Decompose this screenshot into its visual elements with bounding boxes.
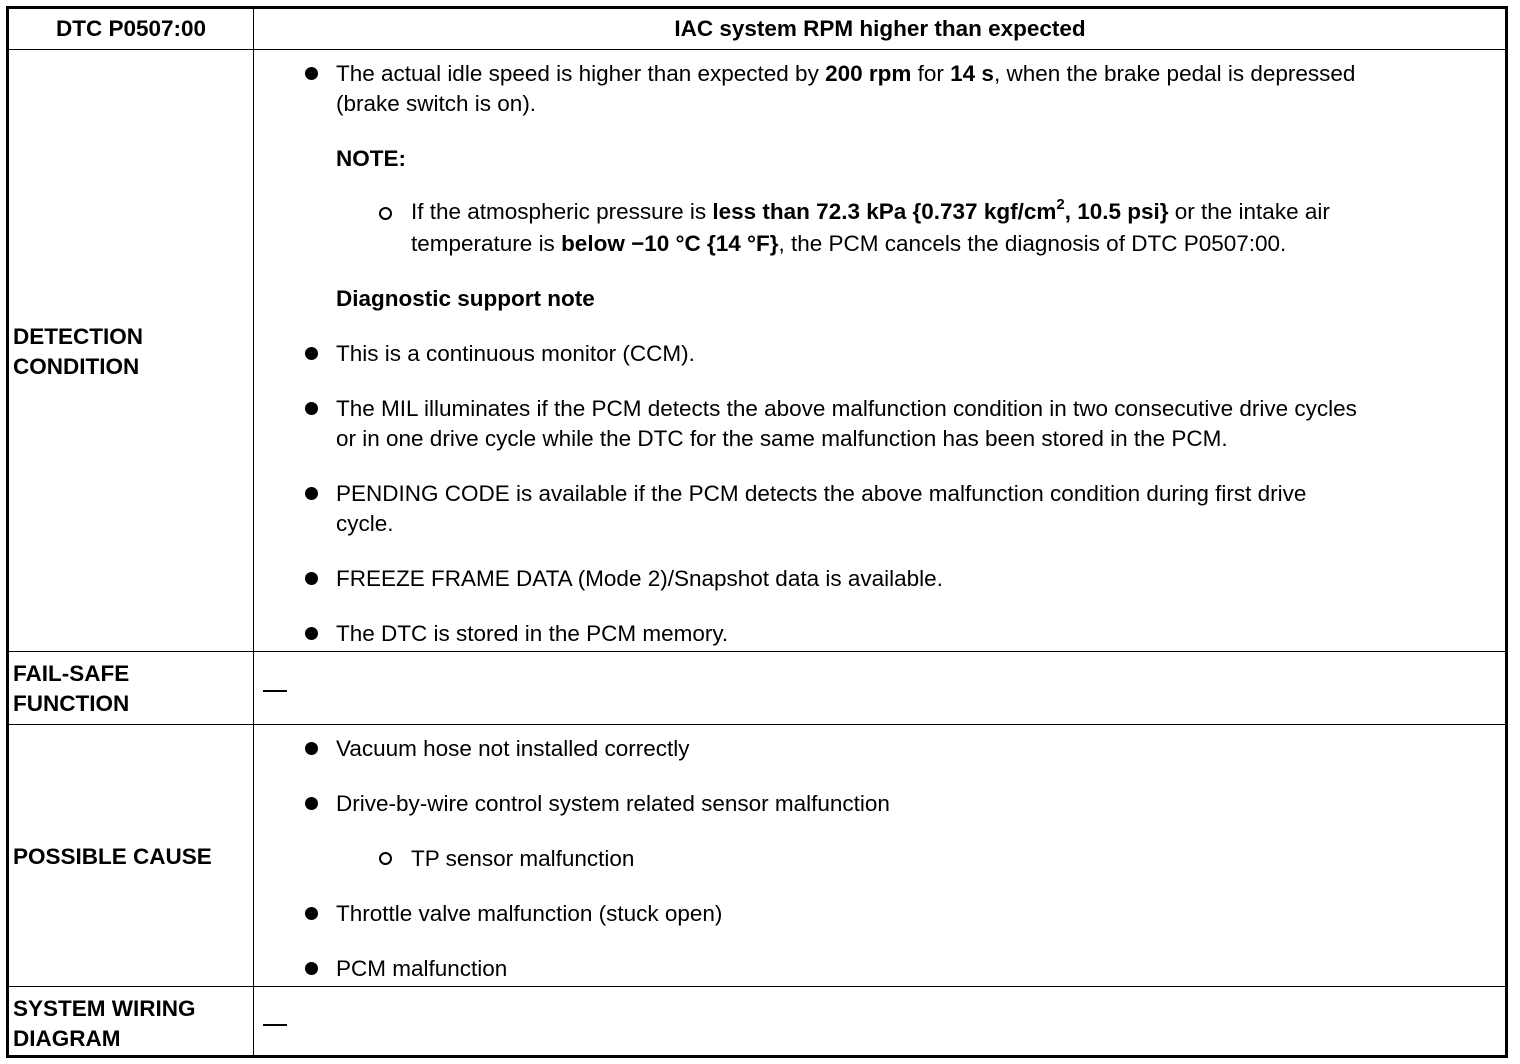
failsafe-value — [263, 690, 287, 692]
detection-label — [13, 322, 143, 382]
support-item-2-line1: The MIL illuminates if the PCM detects the above malfunction condition in two consecutive drive cycles — [336, 396, 1357, 421]
cause-sub-item-1: TP sensor malfunction — [411, 846, 635, 871]
wiring-label — [13, 994, 196, 1054]
wiring-value — [263, 1024, 287, 1026]
support-item-4: FREEZE FRAME DATA (Mode 2)/Snapshot data is available. — [336, 566, 943, 591]
bullet-icon — [305, 742, 318, 755]
cause-item-2: Drive-by-wire control system related sensor malfunction — [336, 791, 890, 816]
wiring-label-line2: DIAGRAM — [13, 1026, 121, 1051]
bullet-icon — [305, 67, 318, 80]
bullet-icon — [305, 402, 318, 415]
failsafe-label — [13, 659, 129, 719]
sub-bullet-icon — [379, 207, 392, 220]
row-divider — [9, 49, 1505, 50]
cause-item-4: PCM malfunction — [336, 956, 508, 981]
cause-label: POSSIBLE CAUSE — [13, 844, 212, 869]
column-divider — [253, 9, 254, 1055]
bullet-icon — [305, 572, 318, 585]
cause-item-1: Vacuum hose not installed correctly — [336, 736, 690, 761]
row-divider — [9, 651, 1505, 652]
row-divider — [9, 724, 1505, 725]
note-line2: temperature is below −10 °C {14 °F}, the PCM cancels the diagnosis of DTC P0507:00. — [411, 231, 1287, 256]
note-line1: If the atmospheric pressure is less than 72.3 kPa {0.737 kgf/$cm^2$, 10.5 psi} or the intake air — [411, 195, 1330, 224]
support-item-1: This is a continuous monitor (CCM). — [336, 341, 695, 366]
row-divider — [9, 986, 1505, 987]
support-item-5: The DTC is stored in the PCM memory. — [336, 621, 729, 646]
detection-label-line2: CONDITION — [13, 354, 140, 379]
dtc-table — [6, 6, 1508, 1058]
bullet-icon — [305, 962, 318, 975]
note-label: NOTE: — [336, 146, 406, 171]
detection-label-line1: DETECTION — [13, 324, 144, 349]
dtc-code: DTC P0507:00 — [55, 16, 207, 41]
detection-item-1-line2: (brake switch is on). — [336, 91, 537, 116]
support-note-label: Diagnostic support note — [336, 286, 595, 311]
detection-item-1-line1: The actual idle speed is higher than expected by 200 rpm for 14 s, when the brake pedal is depressed — [336, 61, 1356, 86]
bullet-icon — [305, 907, 318, 920]
support-item-3-line1: PENDING CODE is available if the PCM detects the above malfunction condition during first drive — [336, 481, 1307, 506]
support-item-3-line2: cycle. — [336, 511, 394, 536]
bullet-icon — [305, 627, 318, 640]
support-item-2-line2: or in one drive cycle while the DTC for the same malfunction has been stored in the PCM. — [336, 426, 1228, 451]
failsafe-label-line2: FUNCTION — [13, 691, 130, 716]
cause-item-3: Throttle valve malfunction (stuck open) — [336, 901, 723, 926]
sub-bullet-icon — [379, 852, 392, 865]
dtc-title: IAC system RPM higher than expected — [674, 16, 1086, 41]
failsafe-label-line1: FAIL-SAFE — [13, 661, 130, 686]
bullet-icon — [305, 347, 318, 360]
bullet-icon — [305, 797, 318, 810]
wiring-label-line1: SYSTEM WIRING — [13, 996, 196, 1021]
bullet-icon — [305, 487, 318, 500]
